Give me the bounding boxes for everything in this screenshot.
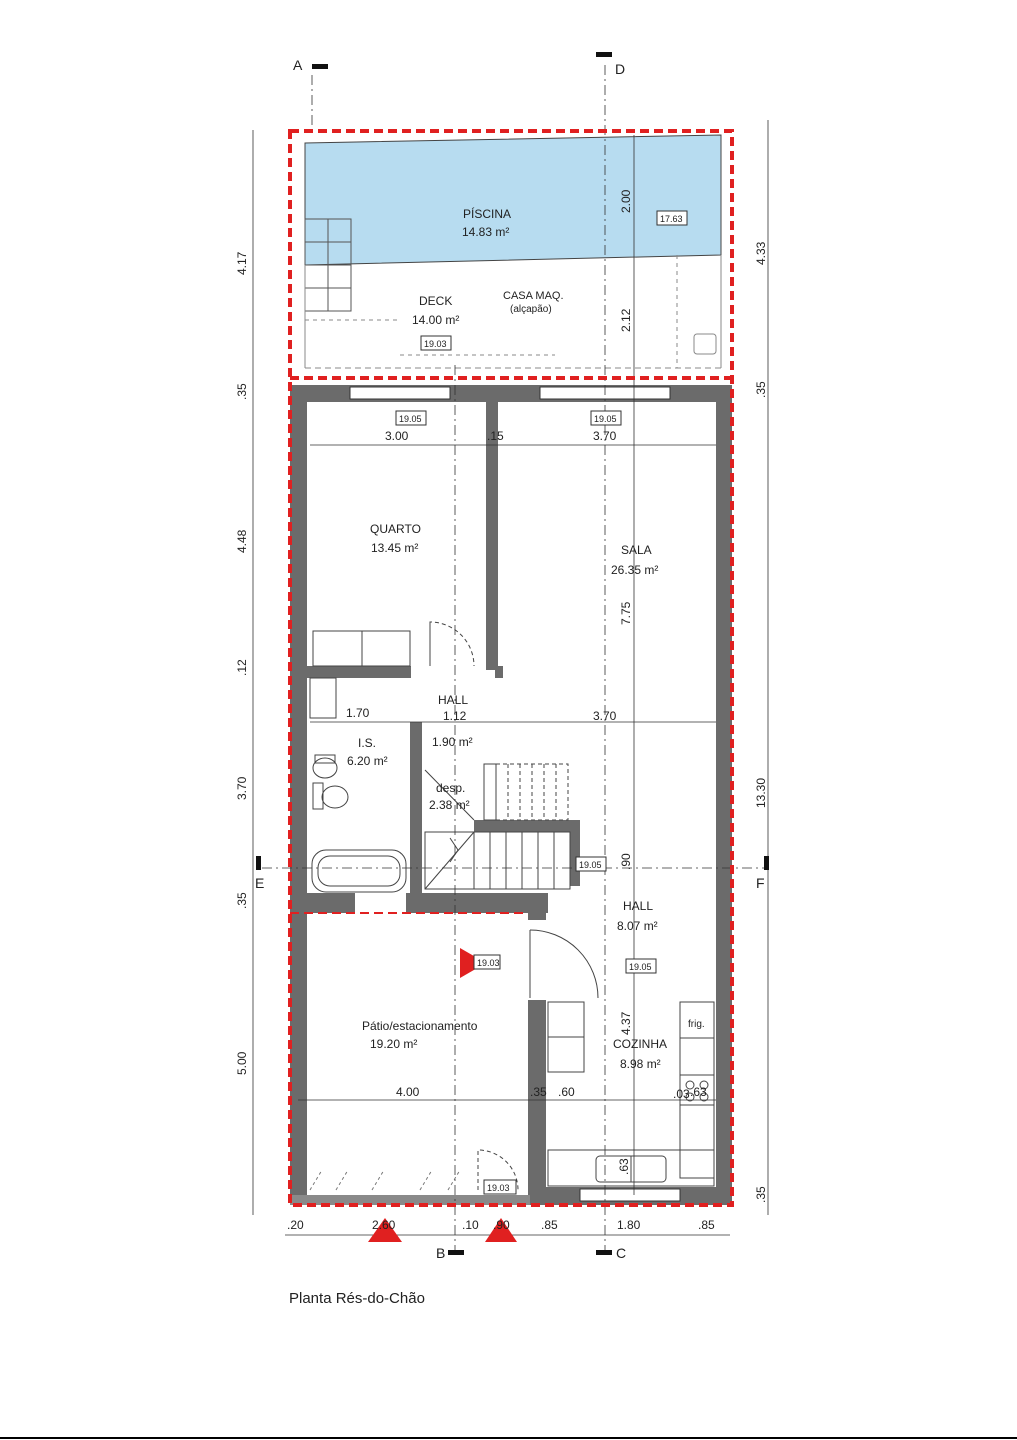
level-tag: 17.63 [660, 214, 683, 224]
left-dimensions [235, 251, 249, 1075]
dim-label: 5.00 [235, 1051, 249, 1075]
top-windows [350, 387, 680, 1201]
dim-label: 2.60 [372, 1218, 396, 1232]
dim-label: .35 [235, 892, 249, 909]
dim-label: .90 [619, 853, 633, 870]
dim-label: .10 [462, 1218, 479, 1232]
page-bottom-rule [0, 1437, 1017, 1439]
dim-label: .15 [487, 429, 504, 443]
fridge-label: frig. [688, 1019, 705, 1030]
level-tag: 19.05 [629, 962, 652, 972]
room-is-name: I.S. [358, 736, 377, 750]
level-tag: 19.03 [487, 1183, 510, 1193]
dim-label: 2.12 [619, 308, 633, 332]
dim-label: 3.70 [235, 776, 249, 800]
room-quarto-area: 13.45 m² [371, 541, 419, 555]
room-sala-name: SALA [621, 543, 652, 557]
dim-label: .03 [673, 1087, 690, 1101]
room-patio-area: 19.20 m² [370, 1037, 418, 1051]
dim-label: .12 [235, 659, 249, 676]
dim-label: .63 [617, 1158, 631, 1175]
section-label-a: A [293, 57, 303, 73]
dim-label: .35 [530, 1085, 547, 1099]
bottom-dimensions [287, 1218, 715, 1232]
dim-label: .85 [541, 1218, 558, 1232]
room-cozinha-area: 8.98 m² [620, 1057, 661, 1071]
room-deck-name: DECK [419, 294, 453, 308]
dim-label: 4.37 [619, 1011, 633, 1035]
hall-door [530, 930, 598, 998]
dim-label: .35 [235, 383, 249, 400]
level-tag: 19.05 [594, 414, 617, 424]
room-hall-top-area: 1.90 m² [432, 735, 473, 749]
room-casa-maq-name: CASA MAQ. [503, 290, 564, 302]
room-sala-area: 26.35 m² [611, 563, 659, 577]
dim-label: .60 [558, 1085, 575, 1099]
dim-label: 1.12 [443, 709, 467, 723]
dim-label: 3.70 [593, 709, 617, 723]
room-deck-area: 14.00 m² [412, 313, 460, 327]
room-desp-area: 2.38 m² [429, 798, 470, 812]
quarto-door [430, 622, 474, 666]
wardrobe [313, 631, 410, 666]
dim-label: 7.75 [619, 601, 633, 625]
dim-label: 13.30 [754, 777, 768, 808]
level-tag: 19.03 [424, 339, 447, 349]
level-tag: 19.03 [477, 958, 500, 968]
dim-label: 1.80 [617, 1218, 641, 1232]
dim-label: .20 [287, 1218, 304, 1232]
section-label-f: F [756, 875, 765, 891]
room-piscina-name: PÍSCINA [463, 207, 512, 221]
room-hall-top-name: HALL [438, 693, 469, 707]
room-quarto-name: QUARTO [370, 522, 421, 536]
dim-label: 3.70 [593, 429, 617, 443]
room-patio-name: Pátio/estacionamento [362, 1019, 478, 1033]
section-label-b: B [436, 1245, 446, 1261]
pool-area [305, 135, 721, 265]
dim-label: 4.17 [235, 251, 249, 275]
level-tag: 19.05 [399, 414, 422, 424]
dim-label: 4.00 [396, 1085, 420, 1099]
dim-label: 4.48 [235, 529, 249, 553]
section-label-d: D [615, 61, 626, 77]
plan-caption: Planta Rés-do-Chão [289, 1290, 425, 1307]
right-dimensions [754, 241, 768, 1203]
section-label-e: E [255, 875, 265, 891]
dim-label: 2.00 [619, 189, 633, 213]
dim-label: 1.70 [346, 706, 370, 720]
room-cozinha-name: COZINHA [613, 1037, 667, 1051]
dim-label: .63 [690, 1085, 707, 1099]
room-hall-bottom-area: 8.07 m² [617, 919, 658, 933]
room-piscina-area: 14.83 m² [462, 225, 510, 239]
room-desp-name: desp. [436, 781, 466, 795]
room-casa-maq-note: (alçapão) [510, 304, 552, 315]
room-is-area: 6.20 m² [347, 754, 388, 768]
gate-swings [310, 1170, 460, 1190]
walls [290, 385, 732, 1205]
dim-label: .35 [754, 381, 768, 398]
dim-label: .90 [493, 1218, 510, 1232]
dim-label: 3.00 [385, 429, 409, 443]
dim-label: .85 [698, 1218, 715, 1232]
section-label-c: C [616, 1245, 627, 1261]
dim-label: 4.33 [754, 241, 768, 265]
room-hall-bottom-name: HALL [623, 899, 654, 913]
level-tag: 19.05 [579, 860, 602, 870]
dim-label: .35 [754, 1186, 768, 1203]
